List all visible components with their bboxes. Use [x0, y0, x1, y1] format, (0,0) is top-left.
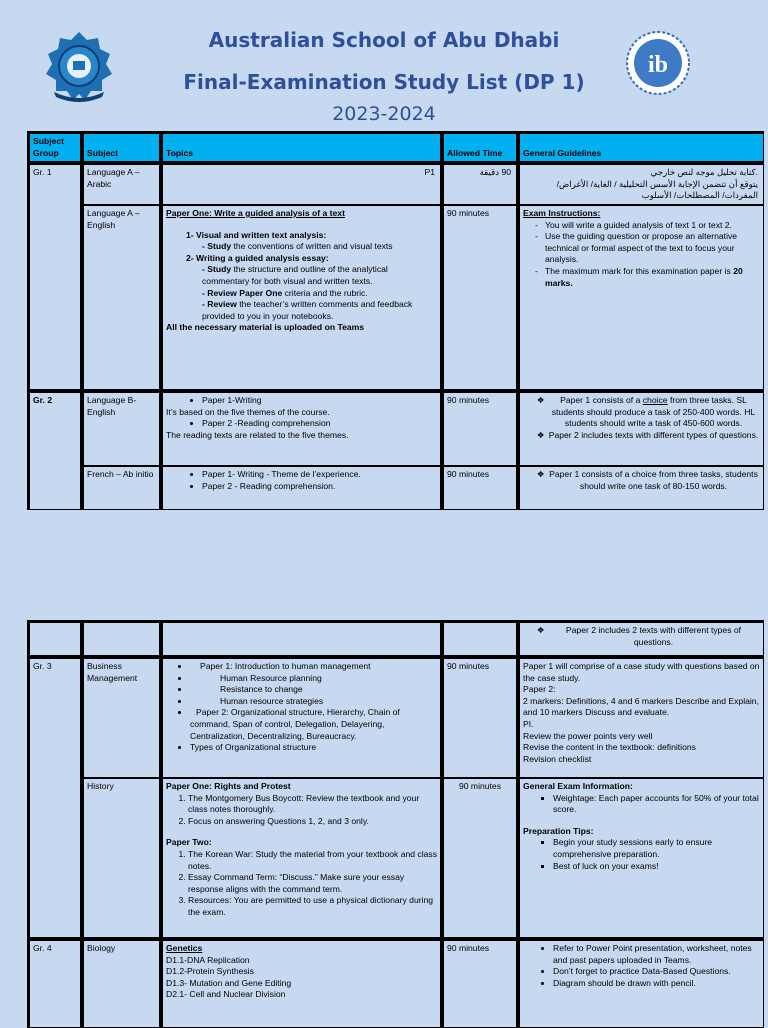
guide-item: ❖ Paper 1 consists of a choice from three tasks. SL students should produce a task of 250-400 words. HL students should write a task of 450-600 words. [547, 395, 760, 430]
group-cell: Gr. 2 [27, 390, 81, 510]
guide-item: • Refer to Power Point presentation, worksheet, notes and past papers uploaded in Teams. [553, 943, 760, 966]
subject-cell: Language A – English [81, 205, 160, 390]
topic-heading: Paper Two: [166, 837, 212, 848]
guidelines-cell [517, 390, 764, 466]
time-cell: 90 minutes [441, 656, 517, 778]
time-cell: 90 minutes [441, 466, 517, 510]
guide-line: Review the power points very well [523, 730, 653, 741]
topic-item: D2.1- Cell and Nuclear Division [166, 989, 286, 1000]
topics-cell [160, 620, 441, 656]
topic-item: • Paper 2: Organizational structure, Hierarchy, Chain of command, Span of control, Delegation, Delayering, Centralization, Decentralizing, Bureaucracy. [190, 707, 437, 742]
topic-item: D1.3- Mutation and Gene Editing [166, 977, 292, 988]
table-header-row [27, 131, 764, 162]
guidelines-cell [517, 466, 764, 510]
col-subject-group: Subject Group [27, 131, 81, 162]
table-row [27, 466, 764, 510]
ib-logo-text: ib [647, 52, 669, 78]
subject-cell: History [81, 778, 160, 938]
topic-item: 1- Visual and written text analysis: [186, 229, 327, 240]
subject-cell: French – Ab initio [81, 466, 160, 510]
academic-year: 2023-2024 [332, 103, 436, 125]
ib-logo [625, 30, 691, 96]
guide-heading: Preparation Tips: [523, 825, 594, 836]
topic-item: 2- Writing a guided analysis essay: [186, 252, 329, 263]
guidelines-cell [517, 620, 764, 656]
document-title: Final-Examination Study List (DP 1) [183, 70, 585, 94]
topics-cell [160, 778, 441, 938]
time-cell: 90 دقيقة [441, 162, 517, 205]
guide-line: 2 markers: Definitions, 4 and 6 markers Describe and Explain, and 10 markers Discuss and evaluate. [523, 695, 759, 718]
guide-line: Paper 1 will comprise of a case study with questions based on the case study. [523, 661, 760, 683]
table-row [27, 205, 764, 390]
topic-item: • Types of Organizational structure [190, 742, 437, 754]
topic-item: - Review the teacher’s written comments and feedback provided to you in your notebooks. [202, 299, 413, 321]
col-allowed-time: Allowed Time [441, 131, 517, 162]
guide-line: PI. [523, 718, 534, 729]
topic-item: • Paper 2 -Reading comprehension [202, 418, 437, 430]
page-header [0, 0, 768, 128]
guide-line: Revision checklist [523, 753, 592, 764]
subject-cell: Language A – Arabic [81, 162, 160, 205]
topics-cell [160, 656, 441, 778]
group-cell: Gr. 3 [27, 656, 81, 938]
topic-note: It’s based on the five themes of the course. [166, 406, 330, 417]
topics-cell [160, 466, 441, 510]
time-cell: 90 minutes [441, 205, 517, 390]
school-name: Australian School of Abu Dhabi [208, 28, 560, 52]
table-row [27, 656, 764, 778]
topics-cell: P1 [160, 162, 441, 205]
topic-item: • Paper 1: Introduction to human management [190, 661, 437, 673]
topic-item: 2. Focus on answering Questions 1, 2, and 3 only. [188, 816, 437, 828]
table-row [27, 162, 764, 205]
guide-item: - Use the guiding question or propose an alternative technical or formal aspect of the text to focus your analysis. [545, 231, 760, 266]
subject-cell: Biology [81, 938, 160, 1028]
guidelines-cell [517, 205, 764, 390]
table-row [27, 390, 764, 466]
time-cell: 90 minutes [441, 390, 517, 466]
group-cell: Gr. 1 [27, 162, 81, 390]
guide-item: • Don’t forget to practice Data-Based Questions. [553, 966, 760, 978]
time-cell: 90 minutes [441, 938, 517, 1028]
topic-heading: Genetics [166, 943, 203, 953]
topic-footer: All the necessary material is uploaded on Teams [166, 322, 365, 333]
time-cell [441, 620, 517, 656]
topic-item: - Study the structure and outline of the analytical commentary for both visual and written texts. [202, 264, 388, 286]
group-cell: Gr. 4 [27, 938, 81, 1028]
topic-item: - Review Paper One criteria and the rubric. [202, 287, 368, 298]
group-cell [27, 620, 81, 656]
guide-item: ❖ Paper 2 includes texts with different types of questions. [547, 430, 760, 442]
guidelines-cell [517, 162, 764, 205]
topic-item: - Study the conventions of written and visual texts [202, 241, 393, 252]
col-topics: Topics [160, 131, 441, 162]
topic-item: • Resistance to change [190, 684, 437, 696]
guide-line: Revise the content in the textbook: definitions [523, 742, 696, 753]
topic-item: 1. The Korean War: Study the material from your textbook and class notes. [188, 849, 437, 872]
guide-line: Paper 2: [523, 684, 556, 695]
study-table-page-1 [27, 131, 764, 510]
guidelines-cell [517, 778, 764, 938]
subject-cell: Business Management [81, 656, 160, 778]
guidelines-cell [517, 656, 764, 778]
topics-cell [160, 938, 441, 1028]
guide-item: ❖ Paper 2 includes 2 texts with different types of questions. [547, 625, 760, 648]
col-subject: Subject [81, 131, 160, 162]
guide-item: • Diagram should be drawn with pencil. [553, 978, 760, 990]
guide-item: ❖ Paper 1 consists of a choice from three tasks, students should write one task of 80-150 words. [547, 469, 760, 492]
guide-heading: Exam Instructions: [523, 207, 601, 218]
topic-item: 3. Resources: You are permitted to use a physical dictionary during the exam. [188, 895, 437, 918]
guideline-line: .كتابة تحليل موجه لنص خارجي [650, 167, 758, 178]
guide-item: ▪ Best of luck on your exams! [553, 861, 760, 873]
topic-item: D1.1-DNA Replication [166, 954, 250, 965]
guidelines-cell [517, 938, 764, 1028]
topic-heading: Paper One: Write a guided analysis of a text [166, 207, 345, 218]
guideline-line: يتوقع أن تتضمن الإجابة الأسس التحليلية / الغاية/ الأغراض/ المفردات/ المصطلحات/ الأسلوب [556, 178, 758, 201]
topic-item: • Human Resource planning [190, 673, 437, 685]
topic-item: • Paper 1- Writing - Theme de l’experience. [202, 469, 437, 481]
study-table-page-2 [27, 620, 764, 1028]
topic-item: D1.2-Protein Synthesis [166, 966, 254, 977]
table-row [27, 938, 764, 1028]
topic-note: The reading texts are related to the five themes. [166, 429, 349, 440]
time-cell: 90 minutes [441, 778, 517, 938]
topic-item: • Paper 2 - Reading comprehension. [202, 481, 437, 493]
subject-cell [81, 620, 160, 656]
table-row [27, 620, 764, 656]
col-general-guidelines: General Guidelines [517, 131, 764, 162]
topics-cell [160, 205, 441, 390]
topic-item: • Human resource strategies [190, 696, 437, 708]
guide-item: - You will write a guided analysis of text 1 or text 2. [545, 220, 760, 232]
topic-heading: Paper One: Rights and Protest [166, 781, 291, 791]
guide-item: - The maximum mark for this examination paper is 20 marks. [545, 266, 760, 289]
topic-item: • Paper 1-Writing [202, 395, 437, 407]
table-row [27, 778, 764, 938]
guide-item: ▪ Begin your study sessions early to ensure comprehensive preparation. [553, 837, 760, 860]
guide-heading: General Exam Information: [523, 781, 633, 791]
topics-cell [160, 390, 441, 466]
topic-item: 1. The Montgomery Bus Boycott: Review the textbook and your class notes thoroughly. [188, 793, 437, 816]
topic-item: 2. Essay Command Term: “Discuss.” Make sure your essay response aligns with the command term. [188, 872, 437, 895]
guide-item: ▪ Weightage: Each paper accounts for 50% of your total score. [553, 793, 760, 816]
subject-cell: Language B- English [81, 390, 160, 466]
